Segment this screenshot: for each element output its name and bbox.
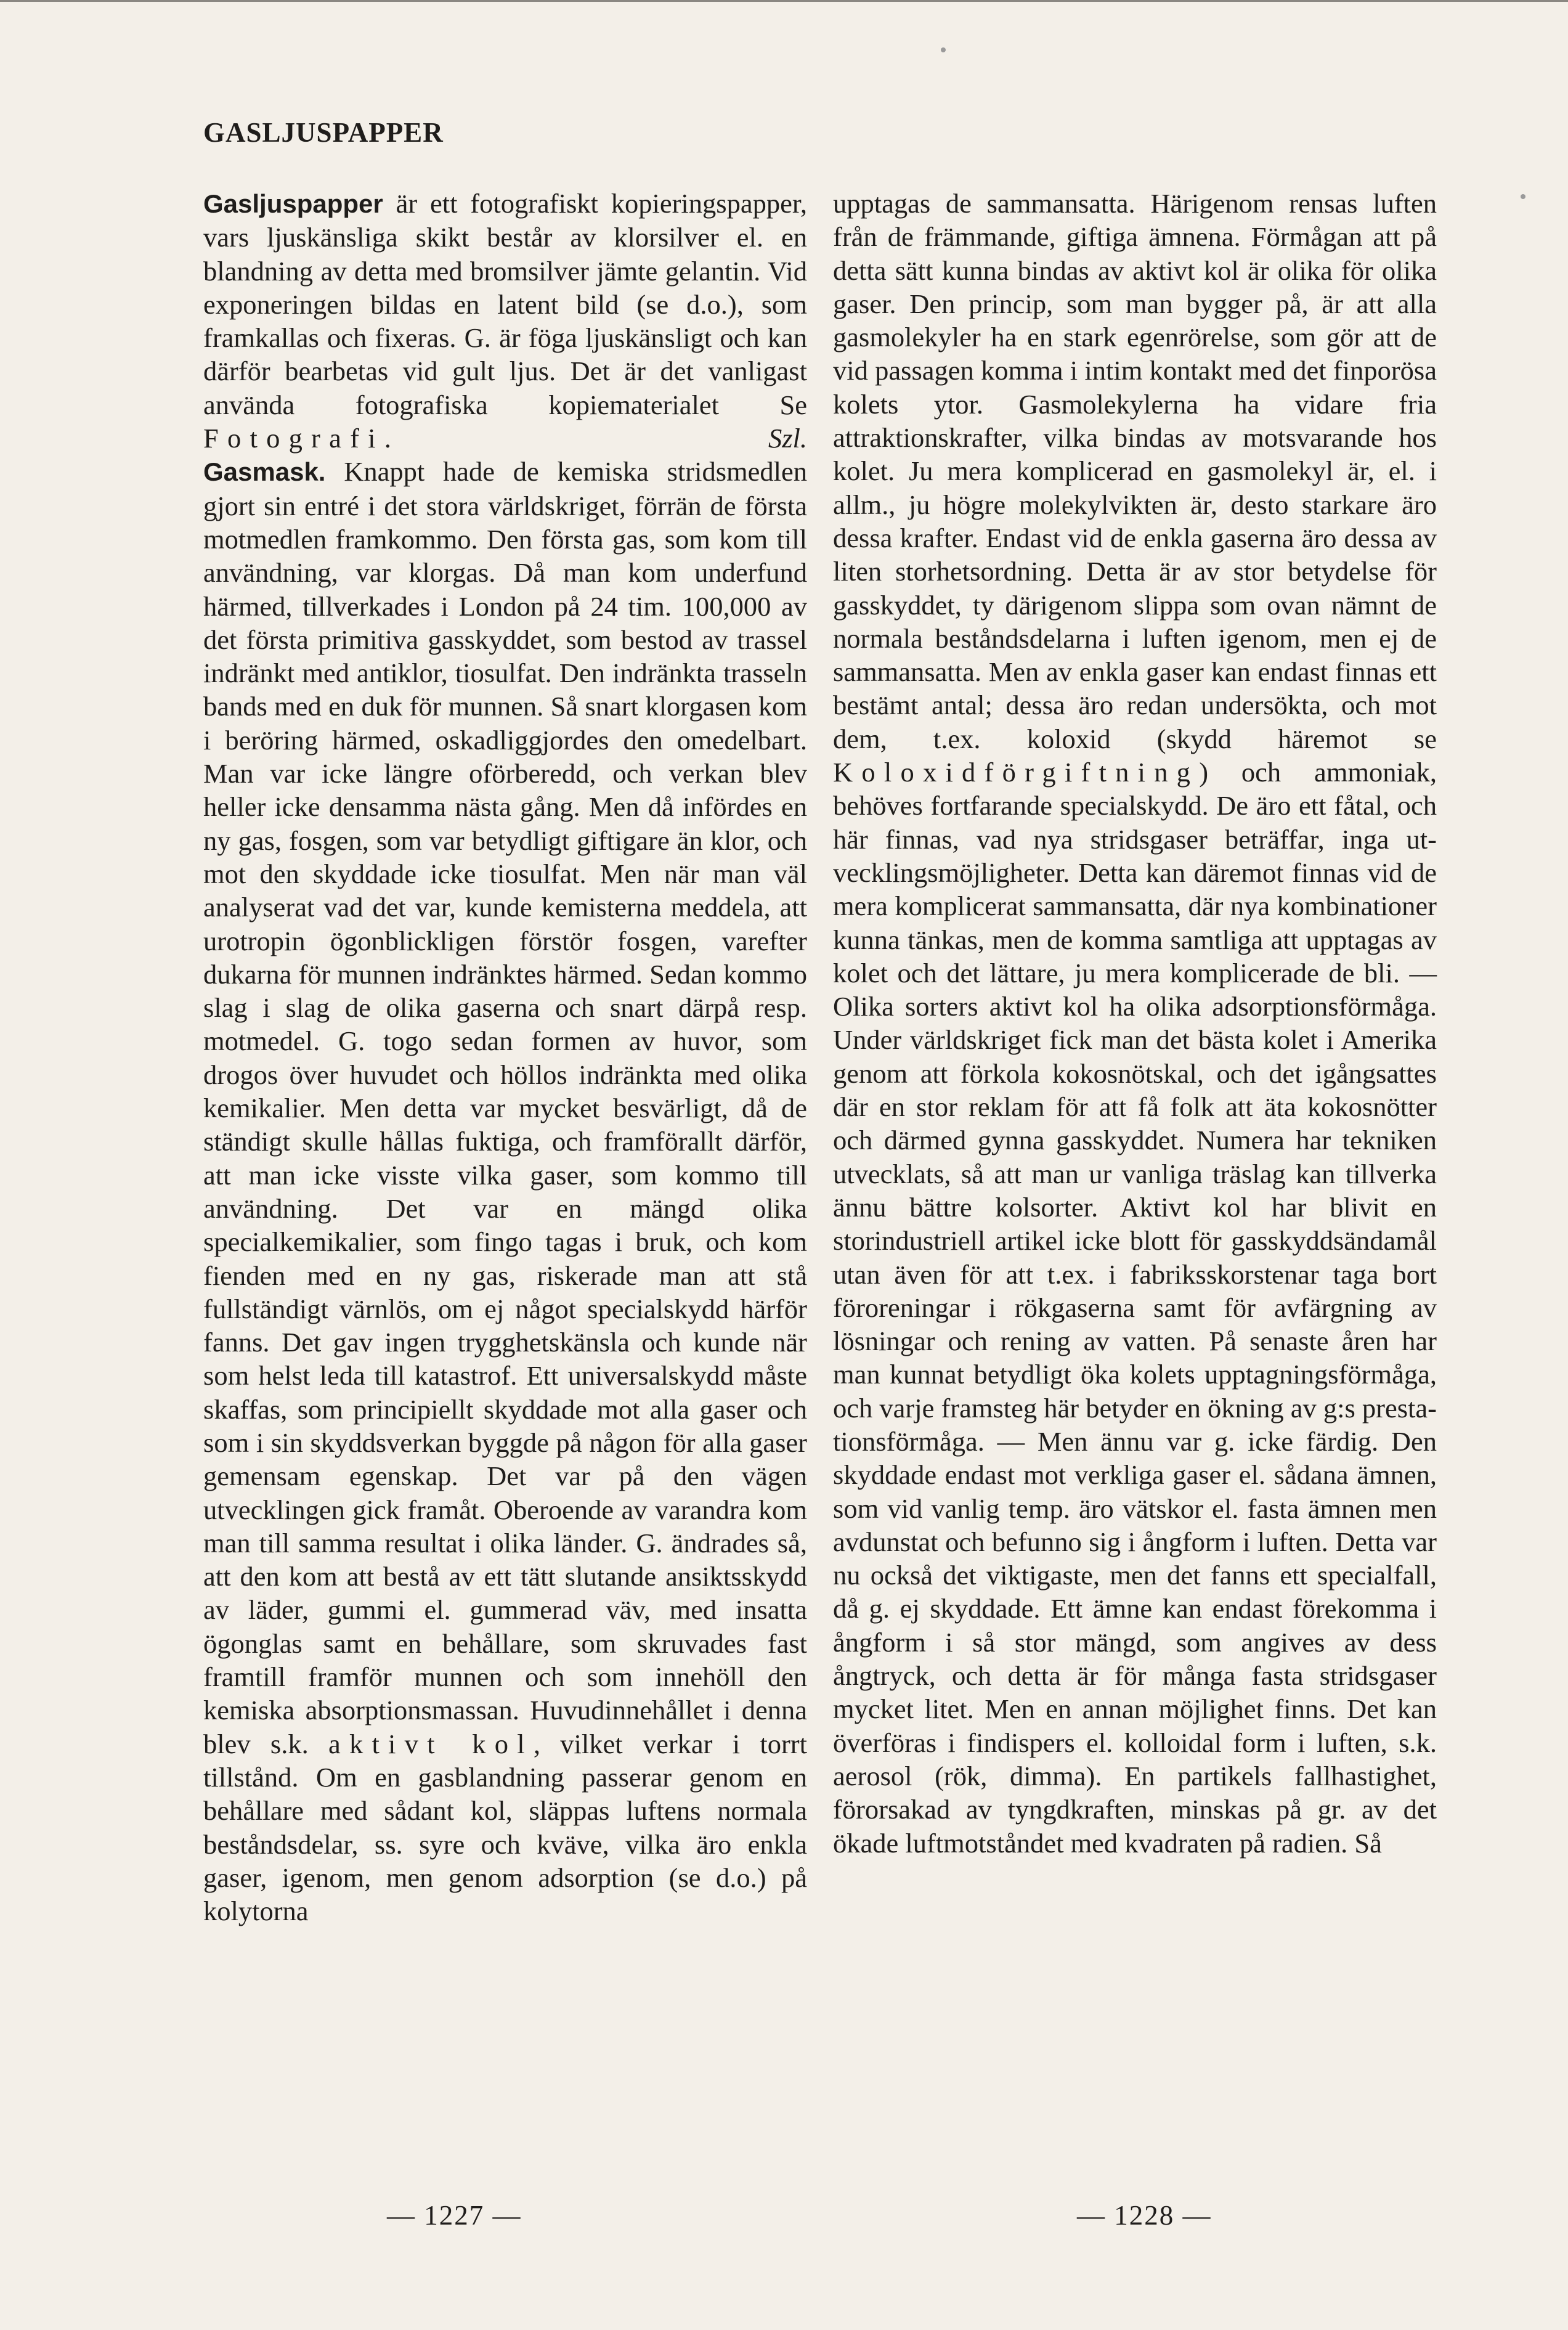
entry-gasljuspapper [203, 187, 807, 455]
entry-text: ) och ammoniak, behöves fortfarande specialskydd. De äro ett fåtal, och här finnas, vad nya stridsgaser beträffar, inga utvecklingsmöjligheter. Detta kan däremot finnas vid de mera komplicerat sammansatta, där nya kombinationer kunna tänkas, men de komma samtliga att upptagas av kolet och det lättare, ju mera komplicerade de bli. — Olika sorters aktivt kol ha olika adsorptionsförmåga. Under världskriget fick man det bästa kolet i Amerika genom att förkola kokosnötskal, och det igångsattes där en stor reklam för att få folk att äta kokosnötter och därmed gynna gasskyddet. Numera har tekniken utvecklats, så att man ur vanliga träslag kan tillverka ännu bättre kolsorter. Aktivt kol har blivit en storindustriell artikel icke blott för gasskyddsändamål utan även för att t.ex. i fabriksskorstenar taga bort föroreningar i rökgaserna samt för avfärgning av lösningar och rening av vatten. På senaste åren har man kunnat betydligt öka kolets upptagningsförmåga, och varje framsteg här betyder en ökning av g:s prestationsförmåga. — Men ännu var g. icke färdig. Den skyddade endast mot verkliga gaser el. sådana ämnen, som vid vanlig temp. äro vätskor el. fasta ämnen men avdunstat och befunno sig i ångform i luften. Detta var nu också det viktigaste, men det fanns ett specialfall, då g. ej skyddade. Ett ämne kan endast förekomma i ångform i så stor mängd, som angives av dess ångtryck, och detta är för många fasta stridsgaser mycket litet. Men en annan möjlighet finns. Det kan överföras i findispers el. kolloidal form i luften, s.k. aerosol (rök, dimma). En partikels fallhastighet, förorsakad av tyngdkraften, minskas på gr. av det ökade luftmotståndet med kvadraten på radien. Så [833, 757, 1437, 1859]
entry-text: . [384, 423, 391, 454]
entry-text: , vilket verkar i torrt tillstånd. Om en gasblandning passerar genom en behållare med sådant kol, släppas luftens normala beståndsdelar, ss. syre och kväve, vilka äro enkla gaser, igenom, men genom adsorption (se d.o.) på kolytorna [203, 1728, 807, 1927]
entry-term-gasljuspapper: Gasljuspapper [203, 189, 383, 218]
right-column [833, 187, 1437, 1860]
entry-text: Knappt hade de kemiska stridsmedlen gjort sin entré i det stora världskriget, förrän de första motmedlen framkommo. Den första gas, som kom till användning, var klorgas. Då man kom underfund härmed, tillverkades i London på 24 tim. 100,000 av det första primitiva gasskyddet, som bestod av trassel indränkt med antiklor, tiosulfat. Den indränkta trasseln bands med en duk för munnen. Så snart klorgasen kom i beröring härmed, oskadliggjordes den omedelbart. Man var icke längre oförberedd, och verkan blev heller icke densamma nästa gång. Men då infördes en ny gas, fosgen, som var betydligt giftigare än klor, och mot den skyddade icke tiosulfat. Men när man väl analyserat vad det var, kunde kemisterna meddela, att urotropin ögonblickligen förstör fosgen, varefter dukarna för munnen indränktes härmed. Sedan kommo slag i slag de olika gaserna och snart därpå resp. motmedel. G. togo sedan formen av huvor, som drogos över huvudet och höllos indränkta med olika kemikalier. Men detta var mycket besvärligt, då de ständigt skulle hållas fuktiga, och framförallt därför, att man icke visste vilka gaser, som kommo till användning. Det var en mängd olika specialkemikalier, som fingo tagas i bruk, och kom fienden med en ny gas, riskerade man att stå fullständigt värnlös, om ej något specialskydd härför fanns. Det gav ingen trygghetskänsla och kunde när som helst leda till katastrof. Ett universalskydd måste skaffas, som principiellt skyddade mot alla gaser och som i sin skyddsverkan byggde på någon för alla gaser gemensam egenskap. Det var på den vägen utvecklingen gick framåt. Oberoende av varandra kom man till samma resultat i olika länder. G. ändrades så, att den kom att bestå av ett tätt slutande ansiktsskydd av läder, gummi el. gummerad väv, med insatta ögonglas samt en behållare, som skruvades fast framtill framför munnen och som innehöll den kemiska absorptionsmassan. Huvudinnehållet i denna blev s.k. [203, 456, 807, 1759]
scan-speck [1521, 194, 1525, 199]
entry-text: upptagas de sammansatta. Härigenom rensas luften från de främmande, giftiga ämnena. Förmågan att på detta sätt kunna bindas av aktivt kol är olika för olika gaser. Den princip, som man bygger på, är att alla gasmolekyler ha en stark egenrörelse, som gör att de vid passagen komma i intim kontakt med det finporösa kolets ytor. Gasmolekylerna ha vidare fria attraktionskrafter, vilka bindas av motsvarande hos kolet. Ju mera komplicerad en gasmolekyl är, el. i allm., ju högre molekylvikten är, desto starkare äro dessa krafter. Endast vid de enkla gaserna äro dessa av liten storhetsordning. Detta är av stor betydelse för gasskyddet, ty därigenom slippa som ovan nämnt de normala beståndsdelarna i luften igenom, men ej de sammansatta. Men av enkla gaser kan endast finnas ett bestämt antal; dessa äro redan undersökta, och mot dem, t.ex. koloxid (skydd häremot se [833, 188, 1437, 754]
cross-reference: Koloxidförgiftning [833, 757, 1200, 788]
scan-speck [941, 47, 946, 52]
page-number-left: — 1227 — [387, 2200, 522, 2231]
cross-reference: Fotografi [203, 423, 384, 454]
running-head: GASLJUSPAPPER [203, 117, 444, 148]
entry-gasmask [203, 455, 807, 1928]
entry-term-gasmask: Gasmask. [203, 457, 326, 487]
entry-text: är ett fotografiskt kopieringspapper, vars ljuskänsliga skikt består av klorsilver el. en blandning av detta med bromsilver jämte gelantin. Vid exponeringen bildas en latent bild (se d.o.), som framkallas och fixeras. G. är föga ljuskänsligt och kan därför bearbetas vid gult ljus. Det är det vanligast använda fotografiska kopiematerialet Se [203, 188, 807, 420]
left-column [203, 187, 807, 1928]
author-signature: Szl. [768, 423, 807, 454]
entry-gasmask-continued [833, 187, 1437, 1860]
emphasized-term: aktivt kol [328, 1728, 534, 1759]
page-number-right: — 1228 — [1077, 2200, 1212, 2231]
